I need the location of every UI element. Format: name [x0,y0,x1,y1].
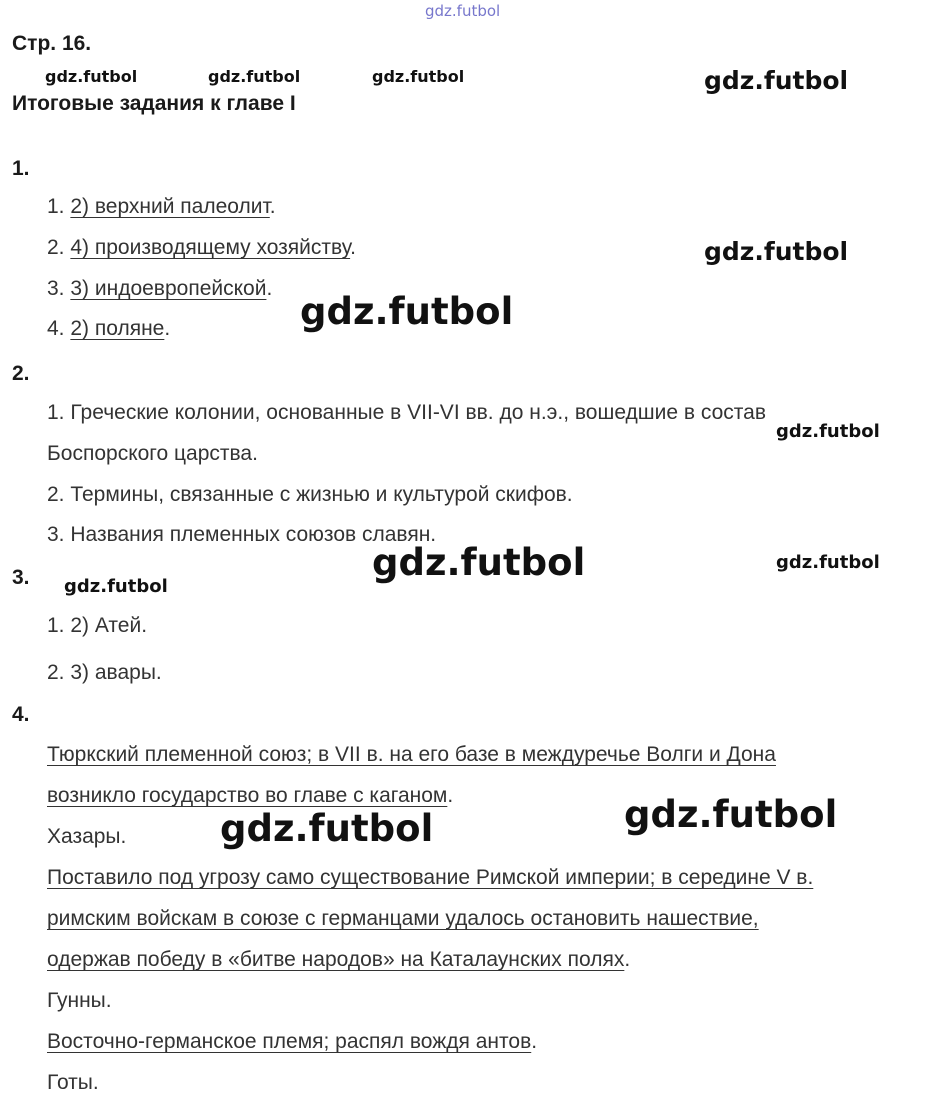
watermark: gdz.futbol [64,576,168,597]
answer-text: 3) индоевропейской [70,277,267,300]
item-suffix: . [266,277,273,300]
watermark: gdz.futbol [372,67,465,86]
item-prefix: 4. [47,317,71,340]
task-number: 4. [12,703,30,726]
item-suffix: . [164,317,171,340]
definition-text: одержав победу в «битве народов» на Каталаунских полях [47,948,625,971]
watermark: gdz.futbol [300,290,514,333]
answer-line: Гунны. [47,989,112,1012]
answer-line [47,194,276,220]
answer-line: Готы. [47,1071,99,1094]
watermark: gdz.futbol [208,67,301,86]
answer-text: 4) производящему хозяйству [70,236,351,259]
answer-line [47,235,356,261]
item-suffix: . [269,195,276,218]
watermark: gdz.futbol [372,541,586,584]
definition-line [47,1029,537,1055]
definition-text: возникло государство во главе с каганом [47,784,448,807]
definition-line: римским войскам в союзе с германцами удалось остановить нашествие, [47,907,759,930]
answer-line [47,276,272,302]
watermark-top: gdz.futbol [425,2,501,20]
watermark: gdz.futbol [776,552,880,573]
answer-line: 2. Термины, связанные с жизнью и культурой скифов. [47,483,573,506]
definition-suffix: . [624,948,631,971]
definition-suffix: . [447,784,454,807]
watermark: gdz.futbol [704,237,849,266]
watermark: gdz.futbol [704,66,849,95]
item-prefix: 1. [47,195,71,218]
task-number: 2. [12,362,30,385]
answer-line: 1. Греческие колонии, основанные в VII-VI вв. до н.э., вошедшие в состав [47,401,767,424]
answer-line [47,316,170,342]
answer-line: 2. 3) авары. [47,661,162,684]
answer-line: Боспорского царства. [47,442,258,465]
answer-line: 3. Названия племенных союзов славян. [47,523,437,546]
watermark: gdz.futbol [220,807,434,850]
page-reference: Стр. 16. [12,32,92,55]
item-suffix: . [350,236,356,259]
task-number: 1. [12,157,30,180]
watermark: gdz.futbol [776,421,880,442]
section-heading: Итоговые задания к главе I [12,92,296,115]
task-number: 3. [12,566,30,589]
definition-line: Поставило под угрозу само существование Римской империи; в середине V в. [47,866,814,889]
answer-text: 2) верхний палеолит [70,195,270,218]
definition-line: Тюркский племенной союз; в VII в. на его базе в междуречье Волги и Дона [47,743,776,766]
item-prefix: 3. [47,277,71,300]
answer-line: Хазары. [47,825,127,848]
answer-line: 1. 2) Атей. [47,614,148,637]
item-prefix: 2. [47,236,71,259]
watermark: gdz.futbol [624,793,838,836]
definition-line [47,783,453,809]
definition-text: Восточно-германское племя; распял вождя антов [47,1030,532,1053]
definition-line [47,947,630,973]
answer-text: 2) поляне [70,317,165,340]
watermark: gdz.futbol [45,67,138,86]
definition-suffix: . [531,1030,538,1053]
